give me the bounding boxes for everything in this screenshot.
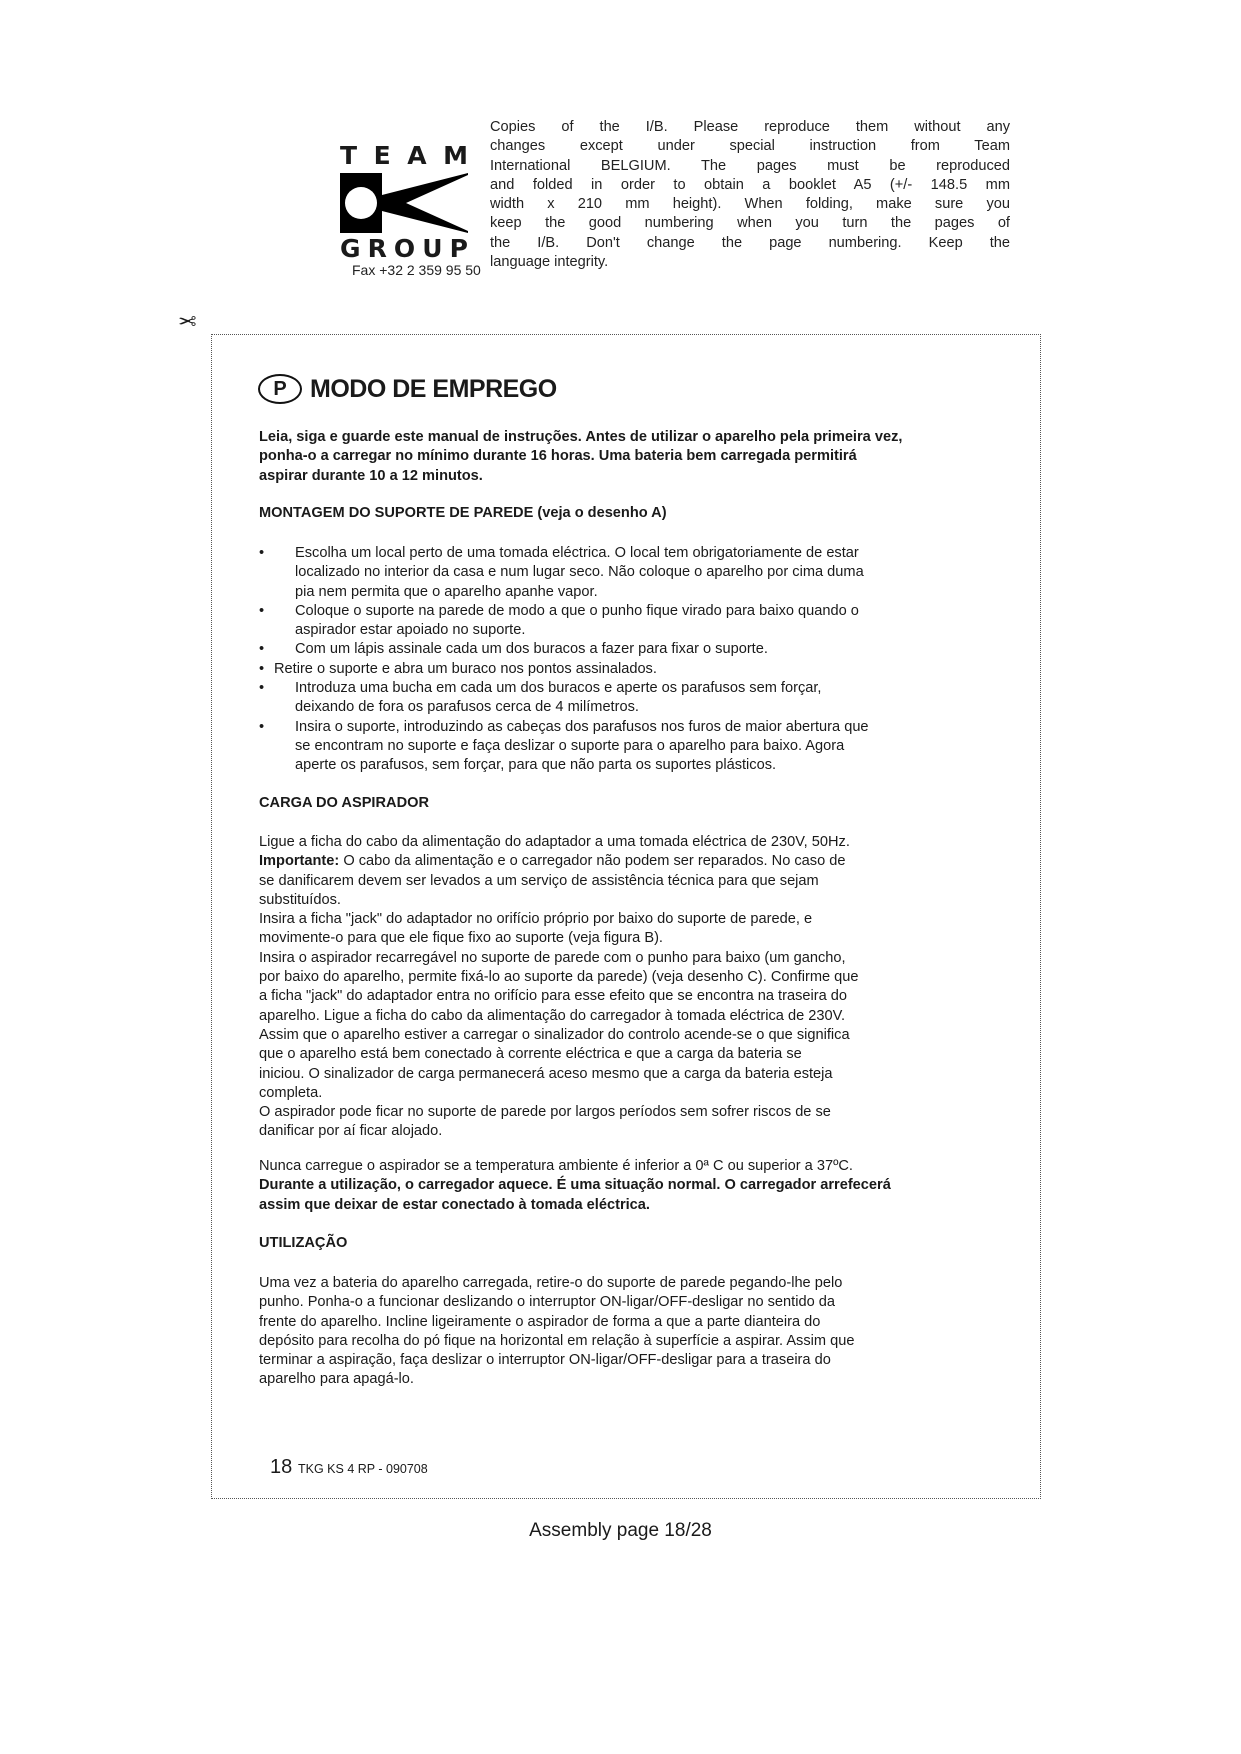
page-title	[258, 374, 557, 404]
text-line: Nunca carregue o aspirador se a temperatura ambiente é inferior a 0ª C ou superior a 37ºC.	[259, 1158, 853, 1174]
text-line: Assim que o aparelho estiver a carregar o sinalizador do controlo acende-se o que significa	[259, 1026, 850, 1043]
text-line: O aspirador pode ficar no suporte de parede por largos períodos sem sofrer riscos de se	[259, 1104, 831, 1121]
carga-paragraph	[259, 833, 1019, 1142]
text-line: Ligue a ficha do cabo da alimentação do adaptador a uma tomada eléctrica de 230V, 50Hz.	[259, 834, 850, 850]
text-line: assim que deixar de estar conectado à tomada eléctrica.	[259, 1196, 650, 1213]
assembly-page-label: Assembly page 18/28	[529, 1520, 712, 1541]
list-item	[259, 679, 1019, 718]
text-line: por baixo do aparelho, permite fixá-lo ao suporte da parede) (veja desenho C). Confirme que	[259, 969, 859, 986]
text-line: language integrity.	[490, 254, 609, 271]
text-line: depósito para recolha do pó fique na horizontal em relação à superfície a aspirar. Assim que	[259, 1332, 855, 1349]
text-line: Insira a ficha "jack" do adaptador no orifício próprio por baixo do suporte de parede, e	[259, 911, 813, 928]
text-line: the I/B. Don't change the page numbering. Keep the	[490, 234, 1010, 251]
scissors-icon: ✂	[178, 308, 197, 333]
fax-number: Fax +32 2 359 95 50	[352, 262, 481, 278]
montagem-bullet-list	[259, 544, 1019, 776]
text-line: Insira o aspirador recarregável no suporte de parede com o punho para baixo (um gancho,	[259, 949, 846, 966]
text-line: aspirador estar apoiado no suporte.	[295, 622, 526, 639]
document-code: TKG KS 4 RP - 090708	[298, 1462, 428, 1476]
text-line: changes except under special instruction from Team	[490, 138, 1010, 155]
text-line: Uma vez a bateria do aparelho carregada, retire-o do suporte de parede pegando-lhe pelo	[259, 1275, 843, 1291]
text-line: Importante: O cabo da alimentação e o carregador não podem ser reparados. No caso de	[259, 853, 846, 870]
logo-word-group: G R O U P	[340, 234, 468, 263]
text-line: localizado no interior da casa e num lugar seco. Não coloque o aparelho por cima duma	[295, 564, 864, 581]
logo-word-team: T E A M	[340, 141, 468, 170]
intro-paragraph	[259, 428, 1019, 486]
text-line: Com um lápis assinale cada um dos buracos a fazer para fixar o suporte.	[295, 641, 768, 658]
section-heading-carga: CARGA DO ASPIRADOR	[259, 795, 429, 811]
text-line: aparelho para apagá-lo.	[259, 1371, 414, 1388]
reproduction-notice	[490, 118, 1010, 272]
text-line: Leia, siga e guarde este manual de instruções. Antes de utilizar o aparelho pela primeira vez,	[259, 429, 903, 445]
bullet-icon: •	[259, 602, 265, 619]
important-label: Importante:	[259, 853, 340, 870]
text-line: pia nem permita que o aparelho apanhe vapor.	[295, 583, 598, 600]
temperature-paragraph	[259, 1157, 1019, 1215]
page-number: 18	[270, 1456, 293, 1478]
text-line: que o aparelho está bem conectado à corrente eléctrica e que a carga da bateria se	[259, 1046, 802, 1063]
text-line: aspirar durante 10 a 12 minutos.	[259, 467, 483, 484]
text-line: punho. Ponha-o a funcionar deslizando o interruptor ON-ligar/OFF-desligar no sentido da	[259, 1294, 835, 1311]
list-item	[259, 640, 1019, 659]
text-line: width x 210 mm height). When folding, make sure you	[490, 196, 1010, 213]
text-line: and folded in order to obtain a booklet A5 (+/- 148.5 mm	[490, 176, 1010, 193]
bullet-icon: •	[259, 680, 265, 697]
section-heading-montagem: MONTAGEM DO SUPORTE DE PAREDE (veja o desenho A)	[259, 505, 667, 521]
text-line: Introduza uma bucha em cada um dos buracos e aperte os parafusos sem forçar,	[295, 680, 822, 697]
utilizacao-paragraph	[259, 1274, 1019, 1390]
section-heading-utilizacao: UTILIZAÇÃO	[259, 1235, 348, 1251]
text-line: completa.	[259, 1084, 323, 1101]
text-line: Insira o suporte, introduzindo as cabeças dos parafusos nos furos de maior abertura que	[295, 718, 869, 735]
language-badge: P	[258, 374, 302, 404]
list-item	[259, 544, 1019, 602]
text-line: movimente-o para que ele fique fixo ao suporte (veja figura B).	[259, 930, 663, 947]
text-line: substituídos.	[259, 891, 341, 908]
text-line: Retire o suporte e abra um buraco nos pontos assinalados.	[274, 660, 657, 677]
text-line: terminar a aspiração, faça deslizar o interruptor ON-ligar/OFF-desligar para a traseira do	[259, 1352, 831, 1369]
text-line: danificar por aí ficar alojado.	[259, 1123, 443, 1140]
text-line: Copies of the I/B. Please reproduce them without any	[490, 119, 1010, 135]
text-line: International BELGIUM. The pages must be reproduced	[490, 157, 1010, 174]
title-text: MODO DE EMPREGO	[310, 374, 557, 403]
list-item	[259, 718, 1019, 776]
text-line: deixando de fora os parafusos cerca de 4 milímetros.	[295, 699, 639, 716]
text-line: se danificarem devem ser levados a um serviço de assistência técnica para que sejam	[259, 872, 819, 889]
text-line: a ficha "jack" do adaptador entra no orifício para esse efeito que se encontra na traseira do	[259, 988, 847, 1005]
text-line: se encontram no suporte e faça deslizar o suporte para o aparelho para baixo. Agora	[295, 737, 845, 754]
list-item	[259, 602, 1019, 641]
text-line: aparelho. Ligue a ficha do cabo da alimentação do carregador à tomada eléctrica de 230V.	[259, 1007, 846, 1024]
logo-mark-icon	[340, 173, 468, 233]
bullet-icon: •	[259, 641, 265, 658]
text-line: keep the good numbering when you turn the pages of	[490, 215, 1010, 232]
text-line: aperte os parafusos, sem forçar, para que não parta os suportes plásticos.	[295, 757, 777, 774]
bullet-icon: •	[259, 660, 265, 677]
text-line: ponha-o a carregar no mínimo durante 16 horas. Uma bateria bem carregada permitirá	[259, 448, 857, 465]
text-line: Coloque o suporte na parede de modo a que o punho fique virado para baixo quando o	[295, 602, 859, 619]
text-line: Escolha um local perto de uma tomada eléctrica. O local tem obrigatoriamente de estar	[295, 545, 859, 561]
list-item	[259, 660, 1019, 679]
text-line: Durante a utilização, o carregador aquece. É uma situação normal. O carregador arrefecerá	[259, 1177, 891, 1194]
bullet-icon: •	[259, 718, 265, 735]
text-line: frente do aparelho. Incline ligeiramente o aspirador de forma a que a parte dianteira do	[259, 1313, 821, 1330]
team-group-logo	[340, 141, 468, 263]
text-line: iniciou. O sinalizador de carga permanecerá aceso mesmo que a carga da bateria esteja	[259, 1065, 833, 1082]
bullet-icon: •	[259, 545, 265, 561]
